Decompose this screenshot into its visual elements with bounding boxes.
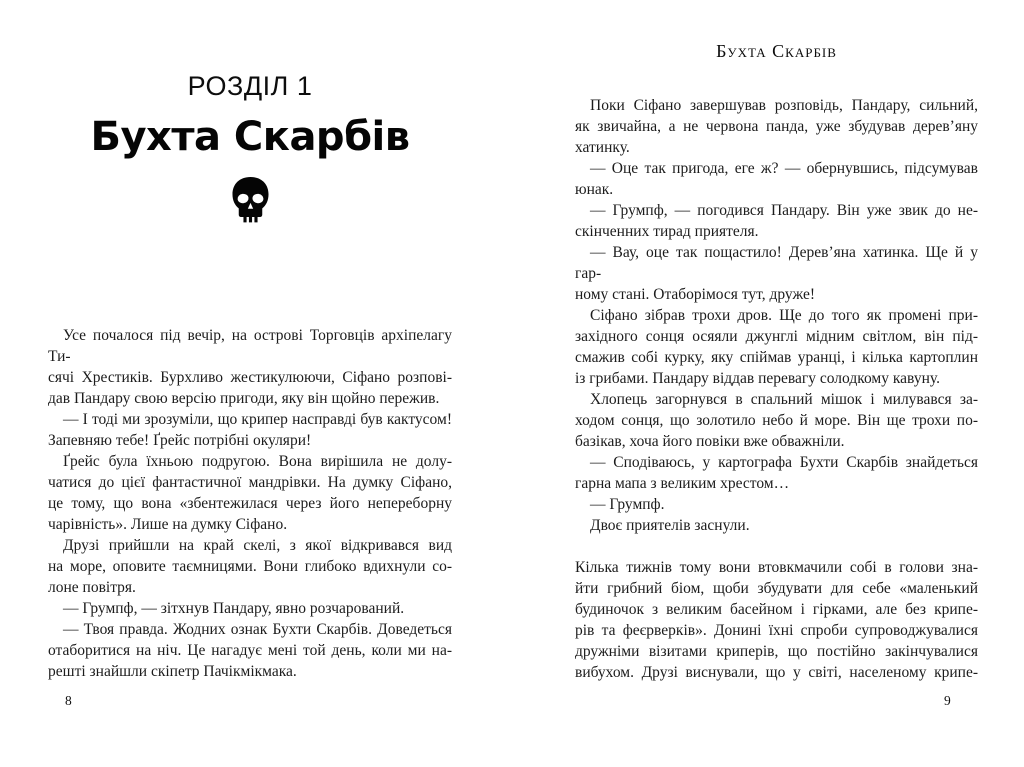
paragraph — [48, 325, 452, 409]
chapter-title: Бухта Скарбів — [90, 114, 410, 160]
text-line: дружніми візитами криперів, що постійно закінчувалися — [575, 643, 978, 660]
text-line: смажив собі курку, яку спіймав уранці, і кілька картоплин — [575, 349, 978, 366]
text-line: — Грумпф, — погодився Пандару. Він уже звик до не- — [590, 202, 978, 219]
text-line: вибухом. Друзі виснували, що у світі, населеному крипе- — [575, 664, 978, 681]
paragraph — [48, 619, 452, 682]
text-line: хатинку. — [575, 139, 630, 156]
chapter-ornament — [48, 174, 452, 232]
text-line: сячі Хрестиків. Бурхливо жестикулюючи, Сіфано розпові- — [48, 369, 452, 386]
text-line: йти грибний біом, щоби збудувати для себе «маленький — [575, 580, 978, 597]
paragraph — [575, 95, 978, 158]
paragraph — [575, 557, 978, 683]
text-line: Запевняю тебе! Ґрейс потрібні окуляри! — [48, 432, 312, 449]
text-line: рів та феєрверків». Донині їхні спроби супроводжувалися — [575, 622, 978, 639]
running-header: Бухта Скарбів — [716, 41, 837, 61]
text-line: отаборитися на ніч. Це нагадує мені той день, коли ми на- — [48, 642, 452, 659]
text-line: Усе почалося під вечір, на острові Торговців архіпелагу Ти- — [48, 327, 452, 365]
text-line: юнак. — [575, 181, 614, 198]
paragraph — [575, 242, 978, 305]
text-line: будиночок з великим басейном і гірками, але без крипе- — [575, 601, 978, 618]
text-line: — І тоді ми зрозуміли, що крипер насправді був кактусом! — [63, 411, 452, 428]
text-line: решті знайшли скіпетр Пачікмікмака. — [48, 663, 297, 680]
text-line: Кілька тижнів тому вони втовкмачили собі в голови зна- — [575, 559, 978, 576]
text-line: це тому, що вона «збентежилася через його непереборну — [48, 495, 452, 512]
text-line: ходом сонця, що золотило небо й море. Він ще трохи по- — [575, 412, 978, 429]
text-line: Сіфано зібрав трохи дров. Ще до того як промені при- — [590, 307, 978, 324]
text-line: — Вау, оце так пощастило! Дерев’яна хатинка. Ще й у гар- — [575, 244, 978, 282]
paragraph — [575, 452, 978, 494]
text-line: чатися до цієї фантастичної мандрівки. На думку Сіфано, — [48, 474, 452, 491]
text-line: Поки Сіфано завершував розповідь, Пандару, сильний, — [590, 97, 978, 114]
page-number-right: 9 — [944, 693, 951, 708]
text-line: із грибами. Пандару віддав перевагу солодкому кавуну. — [575, 370, 940, 387]
page-number-left: 8 — [65, 693, 72, 708]
text-line: Двоє приятелів заснули. — [590, 517, 750, 534]
paragraph — [575, 494, 978, 515]
paragraph — [575, 200, 978, 242]
chapter-number: РОЗДІЛ 1 — [187, 71, 313, 101]
paragraph — [48, 451, 452, 535]
text-line: чарівність». Лише на думку Сіфано. — [48, 516, 288, 533]
paragraph — [575, 305, 978, 389]
paragraph — [48, 535, 452, 598]
paragraph — [48, 409, 452, 451]
text-line: лоне повітря. — [48, 579, 136, 596]
text-line: Ґрейс була їхньою подругою. Вона вирішила не долу- — [63, 453, 452, 470]
text-line: західного сонця осяяли джунглі мідним світлом, він під- — [575, 328, 978, 345]
left-page-text — [48, 325, 452, 682]
text-line: ному стані. Отаборімося тут, друже! — [575, 286, 816, 303]
text-line: базікав, хоча його повіки вже обважніли. — [575, 433, 845, 450]
text-line: — Грумпф, — зітхнув Пандару, явно розчарований. — [63, 600, 405, 617]
paragraph — [575, 389, 978, 452]
text-line: гарна мапа з великим хрестом… — [575, 475, 790, 492]
text-line: — Сподіваюсь, у картографа Бухти Скарбів знайдеться — [590, 454, 978, 471]
text-line: дав Пандару свою версію пригоди, яку він щойно пережив. — [48, 390, 440, 407]
text-line: Хлопець загорнувся в спальний мішок і милувався за- — [590, 391, 978, 408]
text-line: — Оце так пригода, еге ж? — обернувшись, підсумував — [590, 160, 978, 177]
text-line: на море, оповите таємницями. Вони глибоко вдихнули со- — [48, 558, 452, 575]
skull-icon — [227, 174, 274, 232]
text-line: скінченних тирад приятеля. — [575, 223, 759, 240]
text-line: як звичайна, а не червона панда, уже збудував дерев’яну — [575, 118, 978, 135]
paragraph — [575, 158, 978, 200]
right-page-text — [575, 95, 978, 683]
text-line: — Твоя правда. Жодних ознак Бухти Скарбів. Доведеться — [63, 621, 452, 638]
text-line: — Грумпф. — [590, 496, 665, 513]
paragraph — [575, 515, 978, 536]
text-line: Друзі прийшли на край скелі, з якої відкривався вид — [63, 537, 452, 554]
paragraph — [48, 598, 452, 619]
